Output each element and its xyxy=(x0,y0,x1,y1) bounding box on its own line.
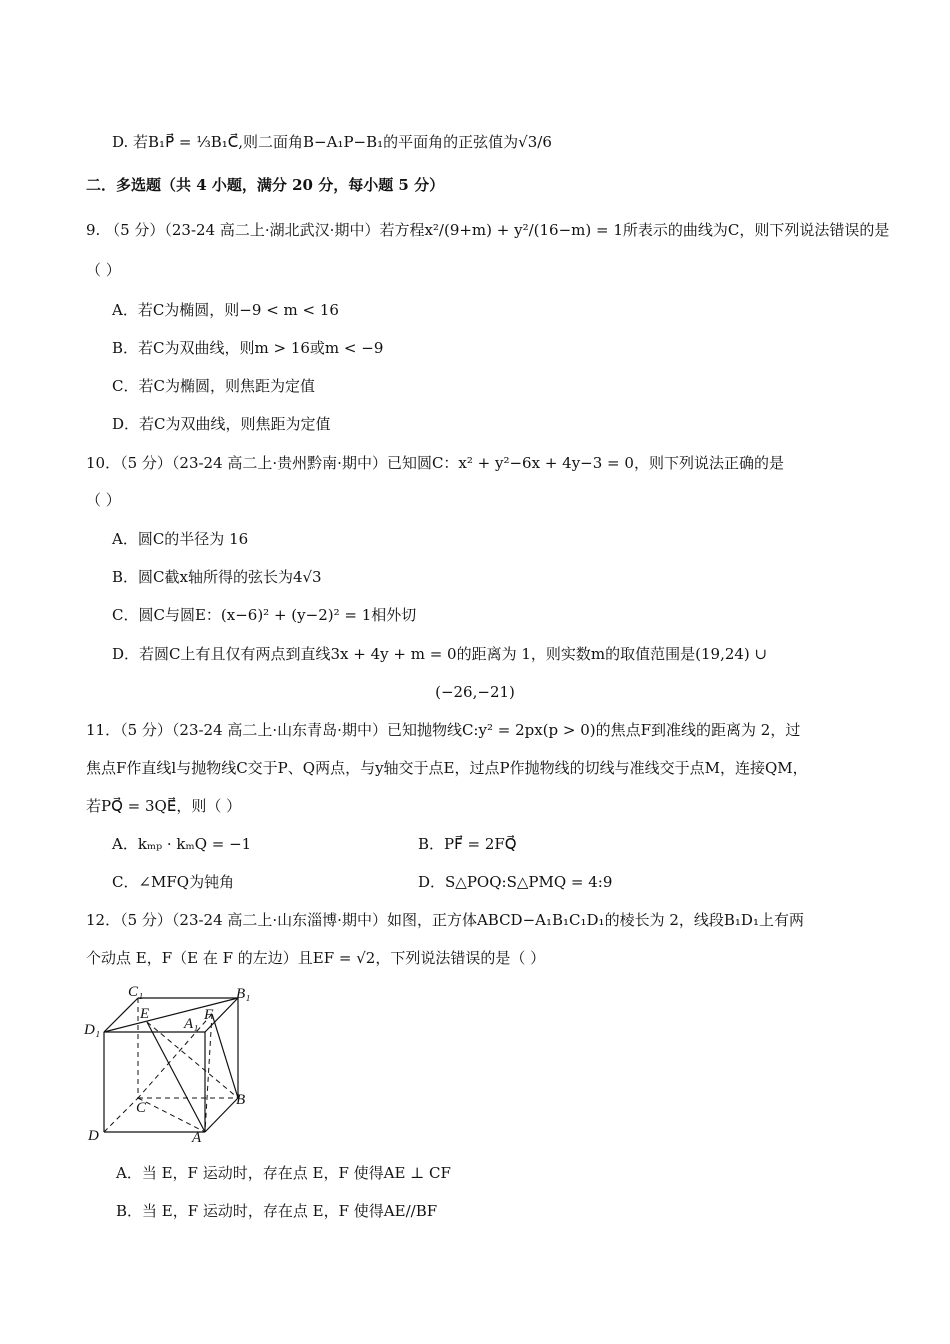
question-9-option-c: C．若C为椭圆，则焦距为定值 xyxy=(112,377,315,395)
question-10-option-c: C．圆C与圆E：(x−6)² + (y−2)² = 1相外切 xyxy=(112,606,417,624)
question-11-option-a: A．kₘₚ · kₘQ = −1 xyxy=(112,835,252,853)
section-heading: 二．多选题（共 4 小题，满分 20 分，每小题 5 分） xyxy=(86,176,445,194)
question-10-option-b: B．圆C截x轴所得的弦长为4√3 xyxy=(112,568,322,586)
option-d-previous: D. 若B₁P⃗ = ⅓B₁C⃗,则二面角B−A₁P−B₁的平面角的正弦值为√3/6 xyxy=(112,133,552,151)
question-10-stem-line-1: 10．（5 分）（23-24 高二上·贵州黔南·期中）已知圆C：x² + y²−6x + 4y−3 = 0，则下列说法正确的是 xyxy=(86,454,784,472)
question-11-option-c: C．∠MFQ为钝角 xyxy=(112,873,235,891)
question-12-stem-line-1: 12．（5 分）（23-24 高二上·山东淄博·期中）如图，正方体ABCD−A₁B₁C₁D₁的棱长为 2，线段B₁D₁上有两 xyxy=(86,911,804,929)
label-c1: C₁ xyxy=(128,984,144,1000)
label-a1: A₁ xyxy=(184,1016,199,1032)
question-10-option-d: D．若圆C上有且仅有两点到直线3x + 4y + m = 0的距离为 1，则实数m的取值范围是(19,24) ∪ xyxy=(112,645,768,663)
label-b: B xyxy=(236,1092,246,1108)
label-f: F xyxy=(204,1007,214,1023)
label-e: E xyxy=(140,1006,150,1022)
question-12-option-a: A．当 E，F 运动时，存在点 E，F 使得AE ⊥ CF xyxy=(116,1164,451,1182)
question-9-option-a: A．若C为椭圆，则−9 < m < 16 xyxy=(112,301,339,319)
label-d: D xyxy=(88,1128,99,1144)
question-11-stem-line-1: 11．（5 分）（23-24 高二上·山东青岛·期中）已知抛物线C:y² = 2px(p > 0)的焦点F到准线的距离为 2，过 xyxy=(86,721,801,739)
question-11-option-b: B．PF⃗ = 2FQ⃗ xyxy=(418,835,517,853)
question-12-option-b: B．当 E，F 运动时，存在点 E，F 使得AE//BF xyxy=(116,1202,438,1220)
label-a: A xyxy=(192,1130,202,1146)
question-9-option-d: D．若C为双曲线，则焦距为定值 xyxy=(112,415,331,433)
question-12-stem-line-2: 个动点 E，F（E 在 F 的左边）且EF = √2，下列说法错误的是（ ） xyxy=(86,949,546,967)
question-10-stem-line-2: （ ） xyxy=(86,491,121,509)
question-10-option-d-continued: (−26,−21) xyxy=(435,683,515,701)
cube-figure xyxy=(80,984,270,1146)
label-c: C xyxy=(136,1100,147,1116)
question-10-option-a: A．圆C的半径为 16 xyxy=(112,530,249,548)
question-11-option-d: D．S△POQ:S△PMQ = 4:9 xyxy=(418,873,613,891)
label-b1: B₁ xyxy=(236,986,251,1002)
question-11-stem-line-2: 焦点F作直线l与抛物线C交于P、Q两点，与y轴交于点E，过点P作抛物线的切线与准线交于点M，连接QM， xyxy=(86,759,808,777)
label-d1: D₁ xyxy=(84,1022,101,1038)
question-9-option-b: B．若C为双曲线，则m > 16或m < −9 xyxy=(112,339,384,357)
question-9-stem-line-1: 9. （5 分）（23-24 高二上·湖北武汉·期中）若方程x²/(9+m) + y²/(16−m) = 1所表示的曲线为C，则下列说法错误的是 xyxy=(86,221,890,239)
question-11-stem-line-3: 若PQ⃗ = 3QE⃗，则（ ） xyxy=(86,797,242,815)
question-9-stem-line-2: （ ） xyxy=(86,261,121,279)
